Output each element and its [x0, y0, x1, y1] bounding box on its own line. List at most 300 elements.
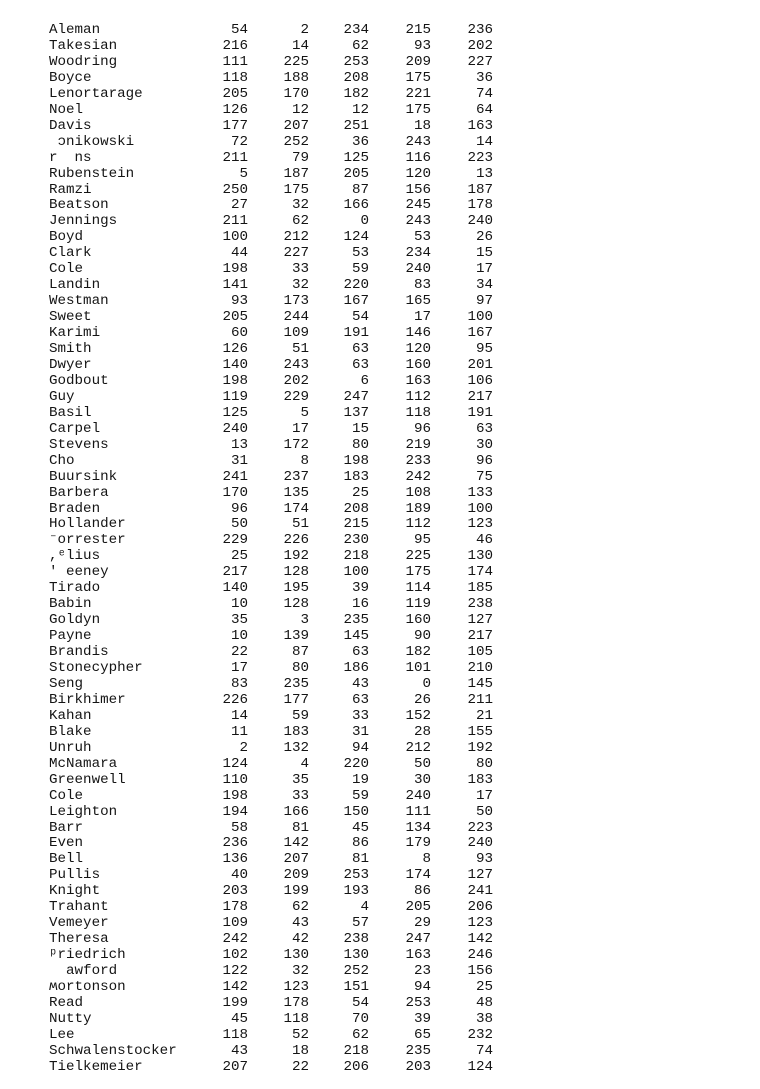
row-value-1: 17: [230, 660, 248, 676]
row-name: Lenortarage: [49, 85, 143, 102]
row-name: Cho: [49, 452, 75, 469]
row-value-5: 15: [475, 245, 493, 262]
row-value-2: 123: [283, 979, 309, 995]
row-value-2: 207: [283, 117, 309, 134]
row-name: Nutty: [49, 1010, 92, 1027]
row-value-2: 62: [291, 213, 309, 230]
row-value-5: 130: [467, 548, 493, 565]
row-value-2: 52: [291, 1026, 309, 1043]
row-value-4: 119: [405, 596, 431, 613]
row-value-2: 235: [283, 675, 309, 692]
table-row: [0, 851, 760, 867]
row-value-1: 50: [230, 516, 248, 533]
row-value-4: 203: [405, 1058, 431, 1075]
row-value-5: 127: [467, 612, 493, 629]
row-value-3: 54: [351, 309, 369, 326]
row-value-1: 58: [230, 819, 248, 836]
row-name: Kahan: [49, 707, 92, 724]
row-value-4: 175: [405, 69, 431, 86]
row-value-5: 36: [475, 69, 493, 86]
row-value-4: 225: [405, 548, 431, 565]
row-value-3: 19: [351, 771, 369, 788]
row-value-1: 140: [222, 580, 248, 597]
row-value-5: 46: [475, 532, 493, 549]
row-value-4: 240: [405, 787, 431, 804]
row-value-1: 124: [222, 755, 248, 772]
table-row: [0, 86, 760, 102]
row-value-1: 242: [222, 931, 248, 948]
row-value-1: 10: [230, 596, 248, 613]
row-value-4: 17: [413, 309, 431, 326]
row-value-5: 21: [475, 707, 493, 724]
row-value-1: 136: [222, 851, 248, 868]
table-row: [0, 373, 760, 389]
row-name: Smith: [49, 341, 92, 357]
row-value-3: 183: [343, 468, 369, 485]
table-row: [0, 501, 760, 517]
row-value-2: 80: [291, 660, 309, 676]
row-value-2: 118: [283, 1010, 309, 1027]
row-value-5: 217: [467, 388, 493, 405]
row-value-3: 208: [343, 500, 369, 517]
row-value-3: 100: [343, 564, 369, 581]
row-name: Vemeyer: [49, 915, 109, 932]
row-value-2: 3: [300, 612, 309, 629]
row-value-4: 209: [405, 53, 431, 70]
row-value-5: 178: [467, 197, 493, 214]
table-row: [0, 612, 760, 628]
row-value-4: 120: [405, 165, 431, 182]
row-value-3: 25: [351, 484, 369, 501]
row-name: Barbera: [49, 484, 109, 501]
row-value-5: 127: [467, 867, 493, 884]
table-row: [0, 405, 760, 421]
table-row: [0, 580, 760, 596]
row-value-3: 31: [351, 723, 369, 740]
row-value-4: 182: [405, 644, 431, 661]
row-value-1: 96: [230, 500, 248, 517]
row-value-5: 156: [467, 963, 493, 980]
row-value-3: 238: [343, 931, 369, 948]
table-row: [0, 197, 760, 213]
table-row: [0, 213, 760, 229]
row-value-4: 235: [405, 1042, 431, 1059]
row-name: Even: [49, 835, 84, 852]
row-value-4: 247: [405, 931, 431, 948]
row-value-5: 50: [475, 803, 493, 820]
row-value-4: 240: [405, 261, 431, 278]
row-name: r ns: [49, 149, 92, 166]
row-value-2: 195: [283, 580, 309, 597]
row-name: McNamara: [49, 755, 118, 772]
row-name: Read: [49, 994, 84, 1011]
row-value-4: 120: [405, 341, 431, 357]
row-value-5: 63: [475, 420, 493, 437]
table-row: [0, 931, 760, 947]
table-row: [0, 995, 760, 1011]
row-value-3: 167: [343, 293, 369, 310]
row-value-1: 194: [222, 803, 248, 820]
row-value-5: 123: [467, 915, 493, 932]
row-value-5: 124: [467, 1058, 493, 1075]
row-value-2: 175: [283, 181, 309, 198]
row-name: Buursink: [49, 468, 118, 485]
row-value-5: 163: [467, 117, 493, 134]
row-value-3: 151: [343, 979, 369, 995]
table-row: [0, 357, 760, 373]
row-value-3: 247: [343, 388, 369, 405]
table-row: [0, 54, 760, 70]
row-value-1: 178: [222, 899, 248, 916]
table-row: [0, 118, 760, 134]
row-value-2: 202: [283, 372, 309, 389]
row-value-1: 125: [222, 404, 248, 421]
row-name: Noel: [49, 101, 84, 118]
row-name: Brandis: [49, 644, 109, 661]
row-value-3: 166: [343, 197, 369, 214]
row-value-1: 126: [222, 101, 248, 118]
row-value-1: 11: [230, 723, 248, 740]
row-value-1: 207: [222, 1058, 248, 1075]
row-name: Tirado: [49, 580, 101, 597]
row-value-5: 246: [467, 947, 493, 964]
row-value-2: 183: [283, 723, 309, 740]
row-value-1: 236: [222, 835, 248, 852]
table-row: [0, 979, 760, 995]
row-value-2: 17: [291, 420, 309, 437]
row-value-2: 178: [283, 994, 309, 1011]
row-value-5: 223: [467, 149, 493, 166]
row-value-3: 218: [343, 548, 369, 565]
row-value-5: 38: [475, 1010, 493, 1027]
table-row: [0, 835, 760, 851]
row-name: Payne: [49, 628, 92, 645]
table-row: [0, 676, 760, 692]
row-name: Stevens: [49, 436, 109, 453]
row-value-4: 116: [405, 149, 431, 166]
row-value-4: 245: [405, 197, 431, 214]
row-value-4: 86: [413, 883, 431, 900]
row-value-3: 39: [351, 580, 369, 597]
row-value-3: 130: [343, 947, 369, 964]
row-value-4: 146: [405, 325, 431, 342]
row-value-1: 140: [222, 356, 248, 373]
table-row: [0, 166, 760, 182]
row-value-4: 156: [405, 181, 431, 198]
row-value-2: 187: [283, 165, 309, 182]
row-value-1: 216: [222, 37, 248, 54]
row-value-2: 209: [283, 867, 309, 884]
row-name: Carpel: [49, 420, 101, 437]
row-value-1: 198: [222, 787, 248, 804]
row-name: Schwalenstocker: [49, 1042, 177, 1059]
row-name: ʍortonson: [49, 979, 126, 995]
row-value-2: 79: [291, 149, 309, 166]
row-value-1: 142: [222, 979, 248, 995]
row-value-3: 218: [343, 1042, 369, 1059]
row-name: Seng: [49, 675, 84, 692]
table-row: [0, 883, 760, 899]
row-value-5: 185: [467, 580, 493, 597]
row-value-2: 35: [291, 771, 309, 788]
row-value-5: 13: [475, 165, 493, 182]
row-value-1: 141: [222, 277, 248, 294]
row-value-3: 63: [351, 356, 369, 373]
row-value-3: 251: [343, 117, 369, 134]
table-row: [0, 772, 760, 788]
row-value-4: 108: [405, 484, 431, 501]
row-value-5: 100: [467, 309, 493, 326]
row-value-1: 198: [222, 261, 248, 278]
row-value-3: 57: [351, 915, 369, 932]
row-value-2: 132: [283, 739, 309, 756]
row-value-2: 226: [283, 532, 309, 549]
row-value-5: 206: [467, 899, 493, 916]
row-name: Birkhimer: [49, 691, 126, 708]
row-name: ɔnikowski: [49, 133, 135, 150]
row-name: Rubenstein: [49, 165, 135, 182]
table-row: [0, 516, 760, 532]
table-row: [0, 708, 760, 724]
row-value-1: 13: [230, 436, 248, 453]
row-value-4: 163: [405, 947, 431, 964]
row-name: Davis: [49, 117, 92, 134]
row-name: Blake: [49, 723, 92, 740]
row-value-4: 65: [413, 1026, 431, 1043]
row-value-2: 229: [283, 388, 309, 405]
row-value-1: 118: [222, 69, 248, 86]
row-value-3: 145: [343, 628, 369, 645]
row-value-1: 45: [230, 1010, 248, 1027]
row-name: Ramzi: [49, 181, 92, 198]
row-value-5: 105: [467, 644, 493, 661]
row-value-1: 111: [222, 53, 248, 70]
row-value-2: 22: [291, 1058, 309, 1075]
row-value-4: 163: [405, 372, 431, 389]
row-name: Goldyn: [49, 612, 101, 629]
row-value-4: 175: [405, 101, 431, 118]
row-value-3: 235: [343, 612, 369, 629]
row-value-1: 199: [222, 994, 248, 1011]
row-value-4: 112: [405, 388, 431, 405]
row-value-4: 243: [405, 133, 431, 150]
row-value-2: 12: [291, 101, 309, 118]
row-value-4: 112: [405, 516, 431, 533]
row-name: Braden: [49, 500, 101, 517]
row-value-1: 211: [222, 149, 248, 166]
row-value-2: 32: [291, 197, 309, 214]
row-name: Dwyer: [49, 356, 92, 373]
table-row: [0, 453, 760, 469]
row-value-3: 230: [343, 532, 369, 549]
row-value-1: 226: [222, 691, 248, 708]
table-row: [0, 150, 760, 166]
row-name: Cole: [49, 787, 84, 804]
row-value-2: 33: [291, 261, 309, 278]
row-value-1: 93: [230, 293, 248, 310]
row-value-1: 122: [222, 963, 248, 980]
row-value-3: 12: [351, 101, 369, 118]
row-value-4: 253: [405, 994, 431, 1011]
table-row: [0, 628, 760, 644]
row-value-4: 118: [405, 404, 431, 421]
row-value-4: 189: [405, 500, 431, 517]
row-value-4: 114: [405, 580, 431, 597]
row-value-1: 22: [230, 644, 248, 661]
table-row: [0, 947, 760, 963]
table-row: [0, 1059, 760, 1075]
table-row: [0, 724, 760, 740]
row-value-5: 106: [467, 372, 493, 389]
row-value-4: 111: [405, 803, 431, 820]
row-name: Leighton: [49, 803, 118, 820]
row-value-2: 81: [291, 819, 309, 836]
row-value-1: 43: [230, 1042, 248, 1059]
row-value-5: 232: [467, 1026, 493, 1043]
row-name: Boyce: [49, 69, 92, 86]
row-value-3: 252: [343, 963, 369, 980]
table-row: [0, 277, 760, 293]
table-row: [0, 596, 760, 612]
row-value-4: 26: [413, 691, 431, 708]
row-value-4: 30: [413, 771, 431, 788]
row-value-5: 210: [467, 660, 493, 676]
row-value-2: 14: [291, 37, 309, 54]
row-value-1: 54: [230, 22, 248, 38]
row-value-1: 72: [230, 133, 248, 150]
row-name: Barr: [49, 819, 84, 836]
table-row: [0, 740, 760, 756]
row-name: ' eeney: [49, 564, 109, 581]
row-value-3: 206: [343, 1058, 369, 1075]
row-name: Godbout: [49, 372, 109, 389]
row-value-3: 15: [351, 420, 369, 437]
row-name: Woodring: [49, 53, 118, 70]
row-name: Theresa: [49, 931, 109, 948]
row-name: Aleman: [49, 22, 101, 38]
row-value-4: 221: [405, 85, 431, 102]
row-value-1: 211: [222, 213, 248, 230]
row-name: Stonecypher: [49, 660, 143, 676]
table-row: [0, 915, 760, 931]
row-value-2: 177: [283, 691, 309, 708]
row-value-2: 51: [291, 341, 309, 357]
row-value-4: 29: [413, 915, 431, 932]
row-value-4: 205: [405, 899, 431, 916]
table-row: [0, 38, 760, 54]
row-value-5: 191: [467, 404, 493, 421]
row-name: Lee: [49, 1026, 75, 1043]
row-value-3: 253: [343, 53, 369, 70]
table-row: [0, 1011, 760, 1027]
row-name: Bell: [49, 851, 84, 868]
row-value-3: 87: [351, 181, 369, 198]
row-value-2: 172: [283, 436, 309, 453]
row-value-5: 26: [475, 229, 493, 246]
row-value-4: 174: [405, 867, 431, 884]
row-value-5: 238: [467, 596, 493, 613]
row-value-2: 4: [300, 755, 309, 772]
row-value-4: 50: [413, 755, 431, 772]
table-row: [0, 692, 760, 708]
row-value-2: 5: [300, 404, 309, 421]
row-value-3: 215: [343, 516, 369, 533]
row-value-1: 126: [222, 341, 248, 357]
row-value-5: 30: [475, 436, 493, 453]
row-value-3: 150: [343, 803, 369, 820]
row-value-4: 152: [405, 707, 431, 724]
row-value-3: 137: [343, 404, 369, 421]
row-value-4: 242: [405, 468, 431, 485]
row-name: Landin: [49, 277, 101, 294]
row-value-2: 237: [283, 468, 309, 485]
row-value-5: 93: [475, 851, 493, 868]
row-value-4: 234: [405, 245, 431, 262]
row-value-2: 33: [291, 787, 309, 804]
row-name: Jennings: [49, 213, 118, 230]
row-value-4: 18: [413, 117, 431, 134]
row-value-1: 40: [230, 867, 248, 884]
row-value-4: 101: [405, 660, 431, 676]
row-value-4: 219: [405, 436, 431, 453]
row-value-5: 167: [467, 325, 493, 342]
row-value-2: 128: [283, 596, 309, 613]
row-value-5: 240: [467, 835, 493, 852]
row-value-3: 253: [343, 867, 369, 884]
row-value-1: 118: [222, 1026, 248, 1043]
row-value-4: 215: [405, 22, 431, 38]
row-value-2: 135: [283, 484, 309, 501]
row-value-3: 16: [351, 596, 369, 613]
row-value-3: 234: [343, 22, 369, 38]
row-value-5: 223: [467, 819, 493, 836]
row-value-2: 243: [283, 356, 309, 373]
row-name: Sweet: [49, 309, 92, 326]
row-value-3: 62: [351, 1026, 369, 1043]
row-value-1: 14: [230, 707, 248, 724]
row-value-4: 96: [413, 420, 431, 437]
row-value-3: 0: [360, 213, 369, 230]
table-row: [0, 309, 760, 325]
table-row: [0, 389, 760, 405]
table-row: [0, 820, 760, 836]
row-value-1: 250: [222, 181, 248, 198]
row-name: Takesian: [49, 37, 118, 54]
table-row: [0, 548, 760, 564]
row-name: Boyd: [49, 229, 84, 246]
row-name: Pullis: [49, 867, 101, 884]
row-name: Greenwell: [49, 771, 126, 788]
table-row: [0, 70, 760, 86]
row-value-4: 165: [405, 293, 431, 310]
row-value-1: 198: [222, 372, 248, 389]
table-row: [0, 1043, 760, 1059]
row-value-3: 191: [343, 325, 369, 342]
row-value-4: 134: [405, 819, 431, 836]
row-value-2: 43: [291, 915, 309, 932]
row-value-2: 128: [283, 564, 309, 581]
row-value-1: 241: [222, 468, 248, 485]
row-value-3: 125: [343, 149, 369, 166]
row-value-5: 48: [475, 994, 493, 1011]
row-value-1: 170: [222, 484, 248, 501]
row-name: Babin: [49, 596, 92, 613]
row-value-5: 142: [467, 931, 493, 948]
row-value-2: 51: [291, 516, 309, 533]
row-value-2: 32: [291, 963, 309, 980]
row-name: ⁻orrester: [49, 532, 126, 549]
row-value-3: 220: [343, 277, 369, 294]
